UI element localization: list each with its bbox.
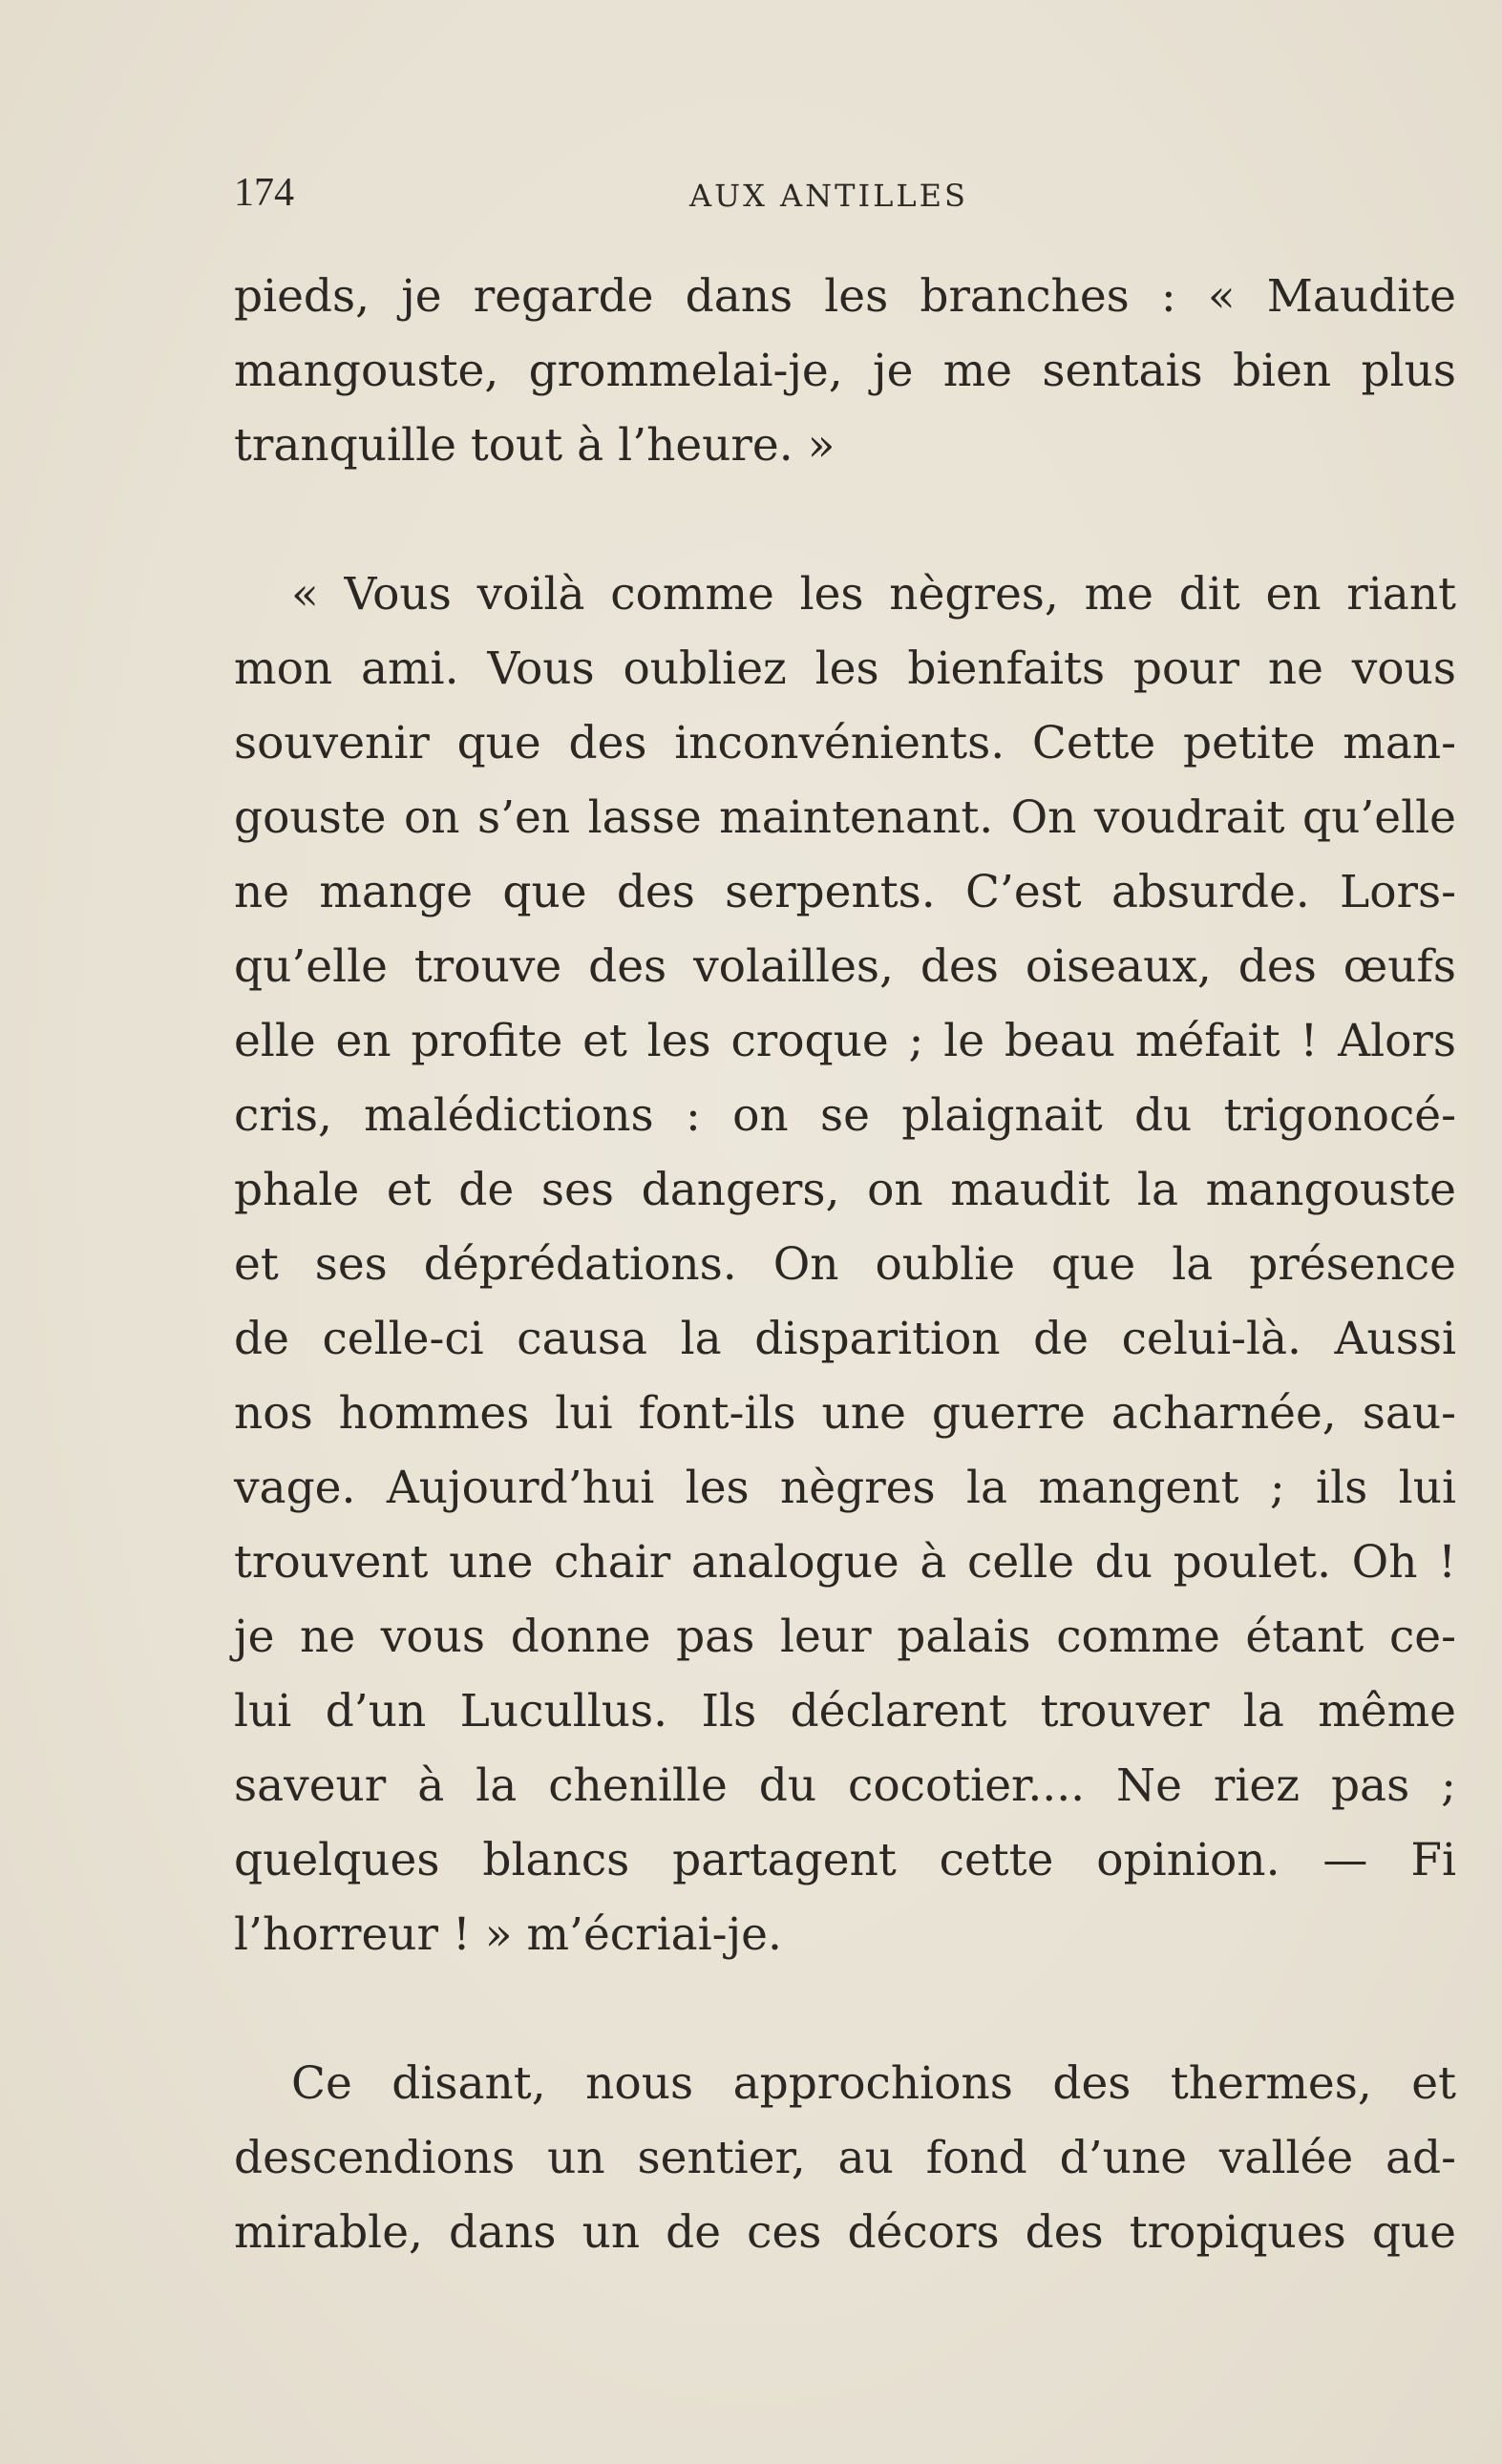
paragraph xyxy=(234,558,1456,1972)
text-line: qu’elle trouve des volailles, des oiseaux, des œufs xyxy=(234,940,1456,993)
paragraph xyxy=(234,2047,1456,2270)
text-line: de celle-ci causa la disparition de celui-là. Aussi xyxy=(234,1313,1456,1365)
text-line: vage. Aujourd’hui les nègres la mangent ; ils lui xyxy=(234,1462,1456,1514)
page-number: 174 xyxy=(234,171,294,215)
text-line: ne mange que des serpents. C’est absurde. Lors- xyxy=(234,866,1456,918)
text-line: phale et de ses dangers, on maudit la mangouste xyxy=(234,1164,1456,1216)
page-header xyxy=(234,170,1456,227)
paragraph xyxy=(234,260,1456,483)
text-line: l’horreur ! » m’écriai-je. xyxy=(234,1908,782,1961)
text-line: pieds, je regarde dans les branches : « Maudite xyxy=(234,270,1456,323)
text-line: tranquille tout à l’heure. » xyxy=(234,419,836,472)
text-line: saveur à la chenille du cocotier.... Ne riez pas ; xyxy=(234,1759,1456,1812)
text-line: cris, malédictions : on se plaignait du trigonocé- xyxy=(234,1089,1456,1142)
text-line: nos hommes lui font-ils une guerre acharnée, sau- xyxy=(234,1387,1456,1440)
text-line: je ne vous donne pas leur palais comme étant ce- xyxy=(234,1611,1456,1663)
text-line: Ce disant, nous approchions des thermes, et xyxy=(291,2057,1456,2110)
running-head: AUX ANTILLES xyxy=(689,178,968,214)
text-line: elle en profite et les croque ; le beau méfait ! Alors xyxy=(234,1015,1456,1067)
paragraph-gap xyxy=(234,483,1456,558)
text-line: mangouste, grommelai-je, je me sentais bien plus xyxy=(234,345,1456,397)
text-line: descendions un sentier, au fond d’une vallée ad- xyxy=(234,2132,1456,2184)
text-line: trouvent une chair analogue à celle du poulet. Oh ! xyxy=(234,1536,1456,1589)
text-line: souvenir que des inconvénients. Cette petite man- xyxy=(234,717,1456,769)
text-line: lui d’un Lucullus. Ils déclarent trouver la même xyxy=(234,1685,1456,1737)
text-line: et ses déprédations. On oublie que la présence xyxy=(234,1238,1456,1291)
body-text xyxy=(234,260,1456,2270)
paragraph-gap xyxy=(234,1972,1456,2047)
text-line: « Vous voilà comme les nègres, me dit en riant xyxy=(291,568,1456,621)
text-line: mirable, dans un de ces décors des tropiques que xyxy=(234,2206,1456,2259)
text-line: gouste on s’en lasse maintenant. On voudrait qu’elle xyxy=(234,791,1456,844)
text-line: mon ami. Vous oubliez les bienfaits pour ne vous xyxy=(234,642,1456,695)
text-line: quelques blancs partagent cette opinion. — Fi xyxy=(234,1834,1456,1886)
